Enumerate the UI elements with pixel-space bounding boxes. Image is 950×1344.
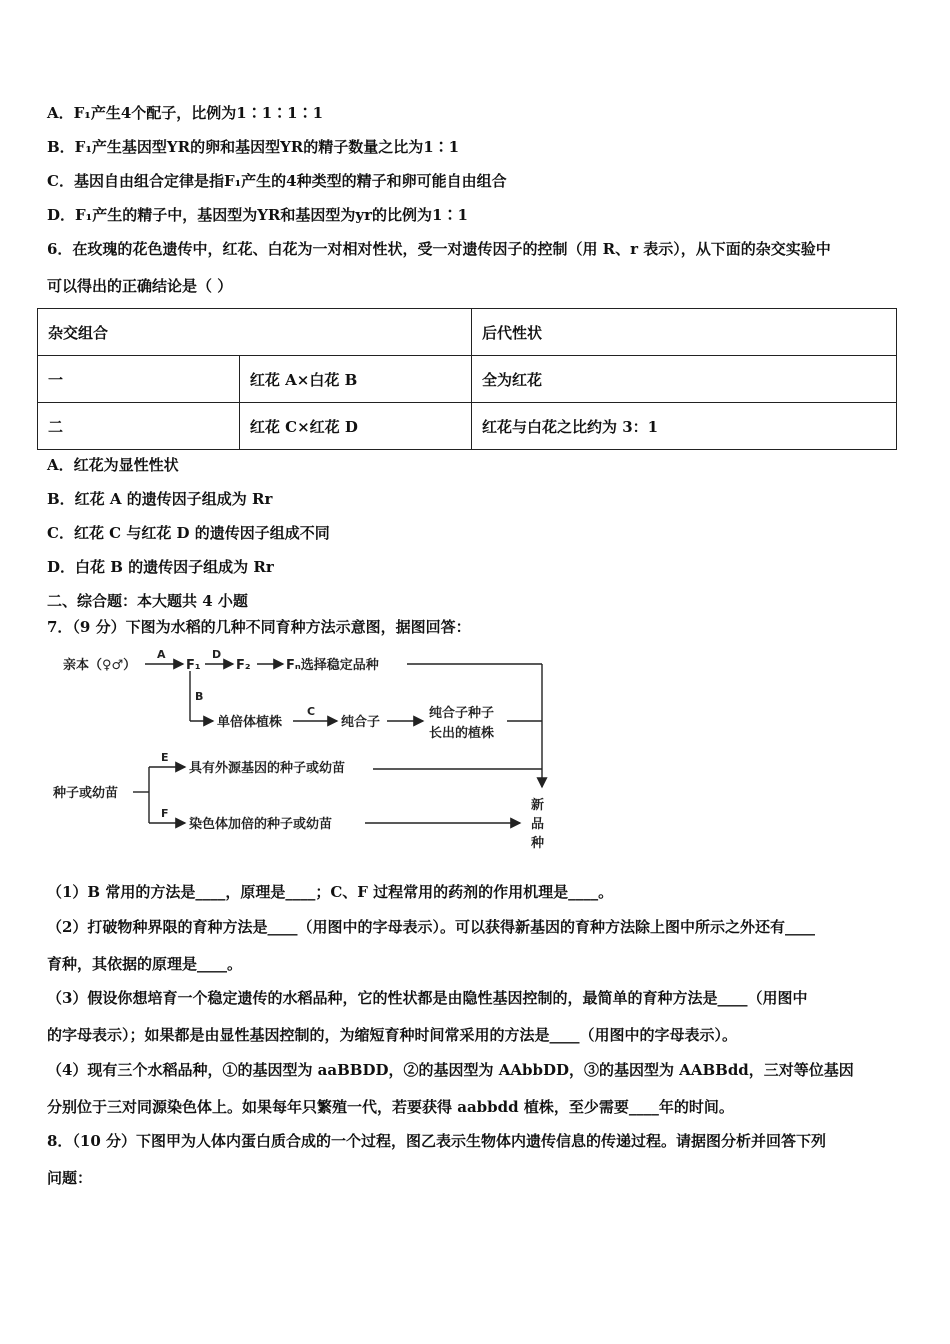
table-header-row bbox=[38, 309, 897, 356]
q6-option-c: C．红花 C 与红花 D 的遗传因子组成不同 bbox=[47, 524, 330, 542]
table-row bbox=[38, 403, 897, 450]
new-variety-3: 种 bbox=[531, 836, 545, 851]
table-cell: 红花 C×红花 D bbox=[239, 403, 471, 450]
q7-question-2-cont: 育种，其依据的原理是____。 bbox=[47, 955, 243, 973]
cross-table bbox=[37, 308, 897, 450]
new-variety-2: 品 bbox=[531, 817, 545, 832]
label-b: B bbox=[195, 690, 204, 703]
q6-option-a: A．红花为显性性状 bbox=[47, 456, 179, 474]
table-cell: 全为红花 bbox=[472, 356, 897, 403]
q5-option-a: A．F₁产生4个配子，比例为1∶1∶1∶1 bbox=[47, 104, 324, 122]
table-cell: 红花 A×白花 B bbox=[239, 356, 471, 403]
f1-label: F₁ bbox=[186, 658, 201, 673]
q6-option-d: D．白花 B 的遗传因子组成为 Rr bbox=[47, 558, 274, 576]
q7-question-4-cont: 分别位于三对同源染色体上。如果每年只繁殖一代，若要获得 aabbdd 植株，至少需要____年的时间。 bbox=[47, 1098, 734, 1116]
pure-label: 纯合子 bbox=[341, 715, 381, 730]
header-cell-offspring: 后代性状 bbox=[472, 309, 897, 356]
new-variety-1: 新 bbox=[531, 798, 545, 813]
fn-label: Fₙ选择稳定品种 bbox=[286, 658, 379, 673]
parents-label: 亲本（♀♂） bbox=[63, 658, 137, 673]
breeding-diagram bbox=[45, 645, 565, 860]
table-cell: 二 bbox=[38, 403, 240, 450]
table-cell: 红花与白花之比约为 3：1 bbox=[472, 403, 897, 450]
q7-stem: 7．（9 分）下图为水稻的几种不同育种方法示意图，据图回答： bbox=[47, 618, 471, 636]
q5-option-c: C．基因自由组合定律是指F₁产生的4种类型的精子和卵可能自由组合 bbox=[47, 172, 507, 190]
label-a: A bbox=[157, 648, 166, 661]
header-cell-cross: 杂交组合 bbox=[38, 309, 472, 356]
q8-stem-line1: 8．（10 分）下图甲为人体内蛋白质合成的一个过程，图乙表示生物体内遗传信息的传递过程。请据图分析并回答下列 bbox=[47, 1132, 827, 1150]
label-c: C bbox=[307, 705, 316, 718]
pure-seed-line1: 纯合子种子 bbox=[429, 706, 495, 721]
q8-stem-line2: 问题： bbox=[47, 1169, 93, 1187]
seed-label: 种子或幼苗 bbox=[53, 786, 119, 801]
label-f: F bbox=[161, 807, 169, 820]
haploid-label: 单倍体植株 bbox=[217, 715, 283, 730]
q7-question-2: （2）打破物种界限的育种方法是____（用图中的字母表示）。可以获得新基因的育种方法除上图中所示之外还有____ bbox=[47, 918, 815, 936]
q6-option-b: B．红花 A 的遗传因子组成为 Rr bbox=[47, 490, 273, 508]
q5-option-b: B．F₁产生基因型YR的卵和基因型YR的精子数量之比为1∶1 bbox=[47, 138, 460, 156]
section-title: 二、综合题：本大题共 4 小题 bbox=[47, 592, 248, 610]
foreign-label: 具有外源基因的种子或幼苗 bbox=[189, 761, 346, 776]
q5-option-d: D．F₁产生的精子中，基因型为YR和基因型为yr的比例为1∶1 bbox=[47, 206, 468, 224]
table-cell: 一 bbox=[38, 356, 240, 403]
q7-question-4: （4）现有三个水稻品种，①的基因型为 aaBBDD，②的基因型为 AAbbDD，③的基因型为 AABBdd，三对等位基因 bbox=[47, 1061, 854, 1079]
q7-question-3-cont: 的字母表示）；如果都是由显性基因控制的，为缩短育种时间常采用的方法是____（用图中的字母表示）。 bbox=[47, 1026, 738, 1044]
label-e: E bbox=[161, 751, 169, 764]
q6-stem-line1: 6．在玫瑰的花色遗传中，红花、白花为一对相对性状，受一对遗传因子的控制（用 R、r 表示），从下面的杂交实验中 bbox=[47, 240, 831, 258]
pure-seed-line2: 长出的植株 bbox=[429, 726, 495, 741]
q6-stem-line2: 可以得出的正确结论是（ ） bbox=[47, 277, 233, 295]
q7-question-3: （3）假设你想培育一个稳定遗传的水稻品种，它的性状都是由隐性基因控制的，最简单的育种方法是____（用图中 bbox=[47, 989, 808, 1007]
table-row bbox=[38, 356, 897, 403]
doubled-label: 染色体加倍的种子或幼苗 bbox=[189, 817, 333, 832]
label-d: D bbox=[212, 648, 222, 661]
f2-label: F₂ bbox=[236, 658, 251, 673]
q7-question-1: （1）B 常用的方法是____，原理是____；C、F 过程常用的药剂的作用机理是____。 bbox=[47, 883, 614, 901]
